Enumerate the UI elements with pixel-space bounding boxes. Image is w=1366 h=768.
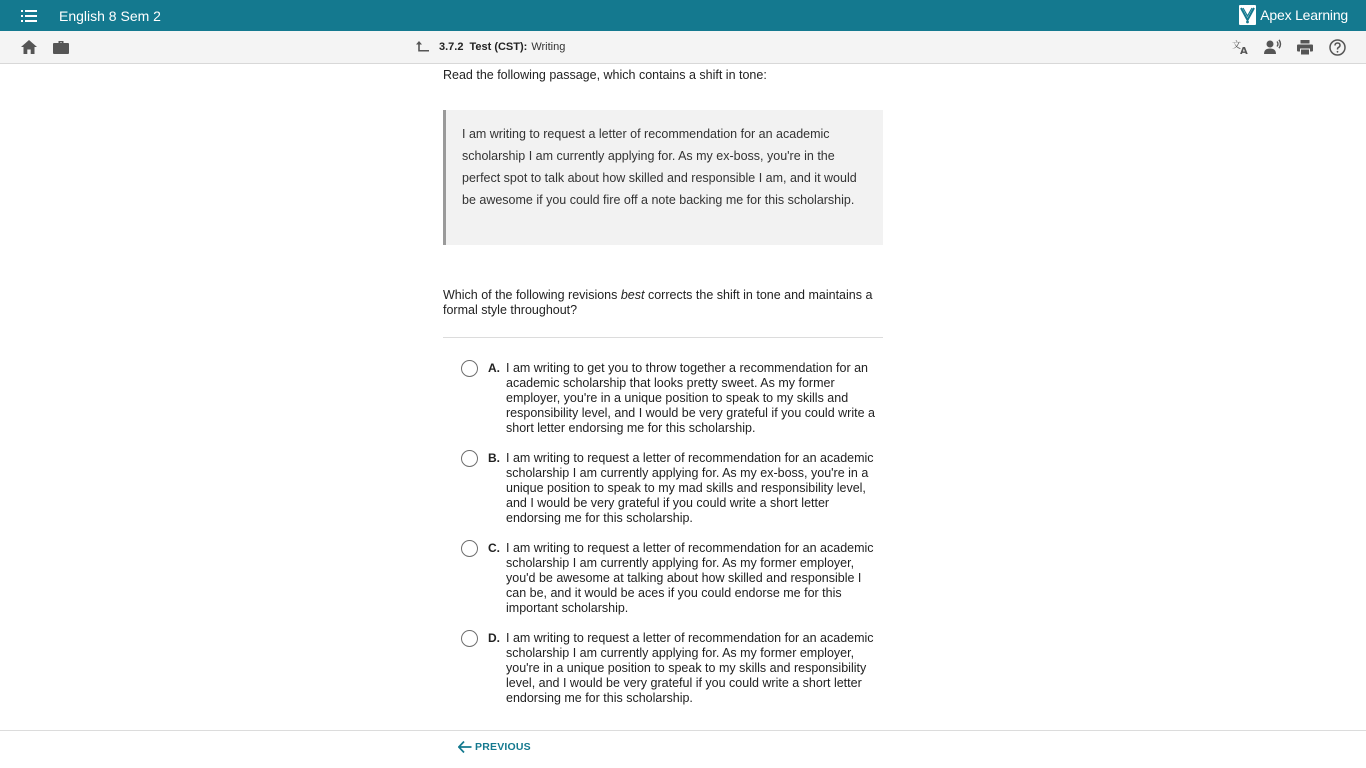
- help-button[interactable]: [1327, 37, 1347, 57]
- passage-intro: Read the following passage, which contains a shift in tone:: [443, 68, 767, 82]
- radio-button[interactable]: [461, 450, 478, 467]
- option-letter: A.: [488, 361, 500, 375]
- question-text-start: Which of the following revisions: [443, 288, 621, 302]
- radio-button[interactable]: [461, 630, 478, 647]
- read-aloud-icon: [1264, 39, 1282, 55]
- svg-text:文: 文: [1232, 41, 1242, 51]
- question-text-end: corrects the shift in tone and maintains a formal style throughout?: [443, 288, 873, 317]
- menu-button[interactable]: [15, 0, 43, 31]
- passage-block: [443, 110, 883, 245]
- passage-text: I am writing to request a letter of recommendation for an academic scholarship I am currently applying for. As my ex-boss, you're in the perfect spot to talk about how skilled and responsible I am, and it would be awesome if you could fire off a note backing me for this scholarship.: [462, 127, 857, 207]
- answer-option-d[interactable]: [461, 631, 883, 706]
- help-icon: [1329, 39, 1346, 56]
- answer-option-a[interactable]: [461, 361, 883, 436]
- previous-button[interactable]: [458, 741, 531, 753]
- list-menu-icon: [21, 10, 37, 22]
- home-button[interactable]: [19, 37, 39, 57]
- bottom-nav-bar: [0, 730, 1366, 768]
- activity-type: Test (CST):: [469, 41, 528, 53]
- option-text: I am writing to get you to throw together a recommendation for an academic scholarship that looks pretty sweet. As my former employer, you're in a unique position to speak to my skills and responsibility level, and I would be very grateful if you could write a short letter endorsing me for this scholarship.: [506, 361, 875, 435]
- translate-button[interactable]: [1231, 37, 1251, 57]
- divider: [443, 337, 883, 338]
- app-bar: [0, 0, 1366, 31]
- course-title: English 8 Sem 2: [59, 7, 161, 24]
- briefcase-icon: [53, 40, 69, 54]
- breadcrumb: [416, 31, 565, 63]
- radio-button[interactable]: [461, 360, 478, 377]
- option-letter: C.: [488, 541, 500, 555]
- option-text: I am writing to request a letter of recommendation for an academic scholarship I am currently applying for. As my ex-boss, you're in a unique position to speak to my mad skills and responsibility level, and I would be very grateful if you could write a short letter endorsing me for this scholarship.: [506, 451, 874, 525]
- option-letter: B.: [488, 451, 500, 465]
- up-arrow-icon[interactable]: [416, 40, 430, 54]
- lesson-number: 3.7.2: [439, 41, 464, 53]
- home-icon: [21, 40, 37, 54]
- briefcase-button[interactable]: [51, 37, 71, 57]
- option-letter: D.: [488, 631, 500, 645]
- option-text: I am writing to request a letter of recommendation for an academic scholarship I am currently applying for. As my former employer, you're in a unique position to speak to my skills and responsibility level, and I would be very grateful if you could write a short letter endorsing me for this scholarship.: [506, 631, 874, 705]
- brand-name: Apex Learning: [1260, 7, 1348, 23]
- toolbar: [0, 31, 1366, 64]
- previous-label: PREVIOUS: [475, 741, 531, 753]
- read-aloud-button[interactable]: [1263, 37, 1283, 57]
- radio-button[interactable]: [461, 540, 478, 557]
- arrow-left-icon: [458, 741, 472, 753]
- print-button[interactable]: [1295, 37, 1315, 57]
- brand-logo: [1239, 5, 1348, 25]
- activity-name: Writing: [531, 41, 566, 53]
- apex-logo-icon: [1239, 5, 1256, 25]
- answer-option-c[interactable]: [461, 541, 883, 616]
- question-emphasis: best: [620, 288, 645, 302]
- question-prompt: [443, 288, 883, 318]
- option-text: I am writing to request a letter of recommendation for an academic scholarship I am currently applying for. As my former employer, you'd be awesome at talking about how skilled and responsible I can be, and it would be aces if you could endorse me for this important scholarship.: [506, 541, 874, 615]
- answer-option-b[interactable]: [461, 451, 883, 526]
- svg-text:A: A: [1240, 46, 1248, 55]
- translate-icon: [1232, 39, 1250, 55]
- print-icon: [1297, 40, 1313, 55]
